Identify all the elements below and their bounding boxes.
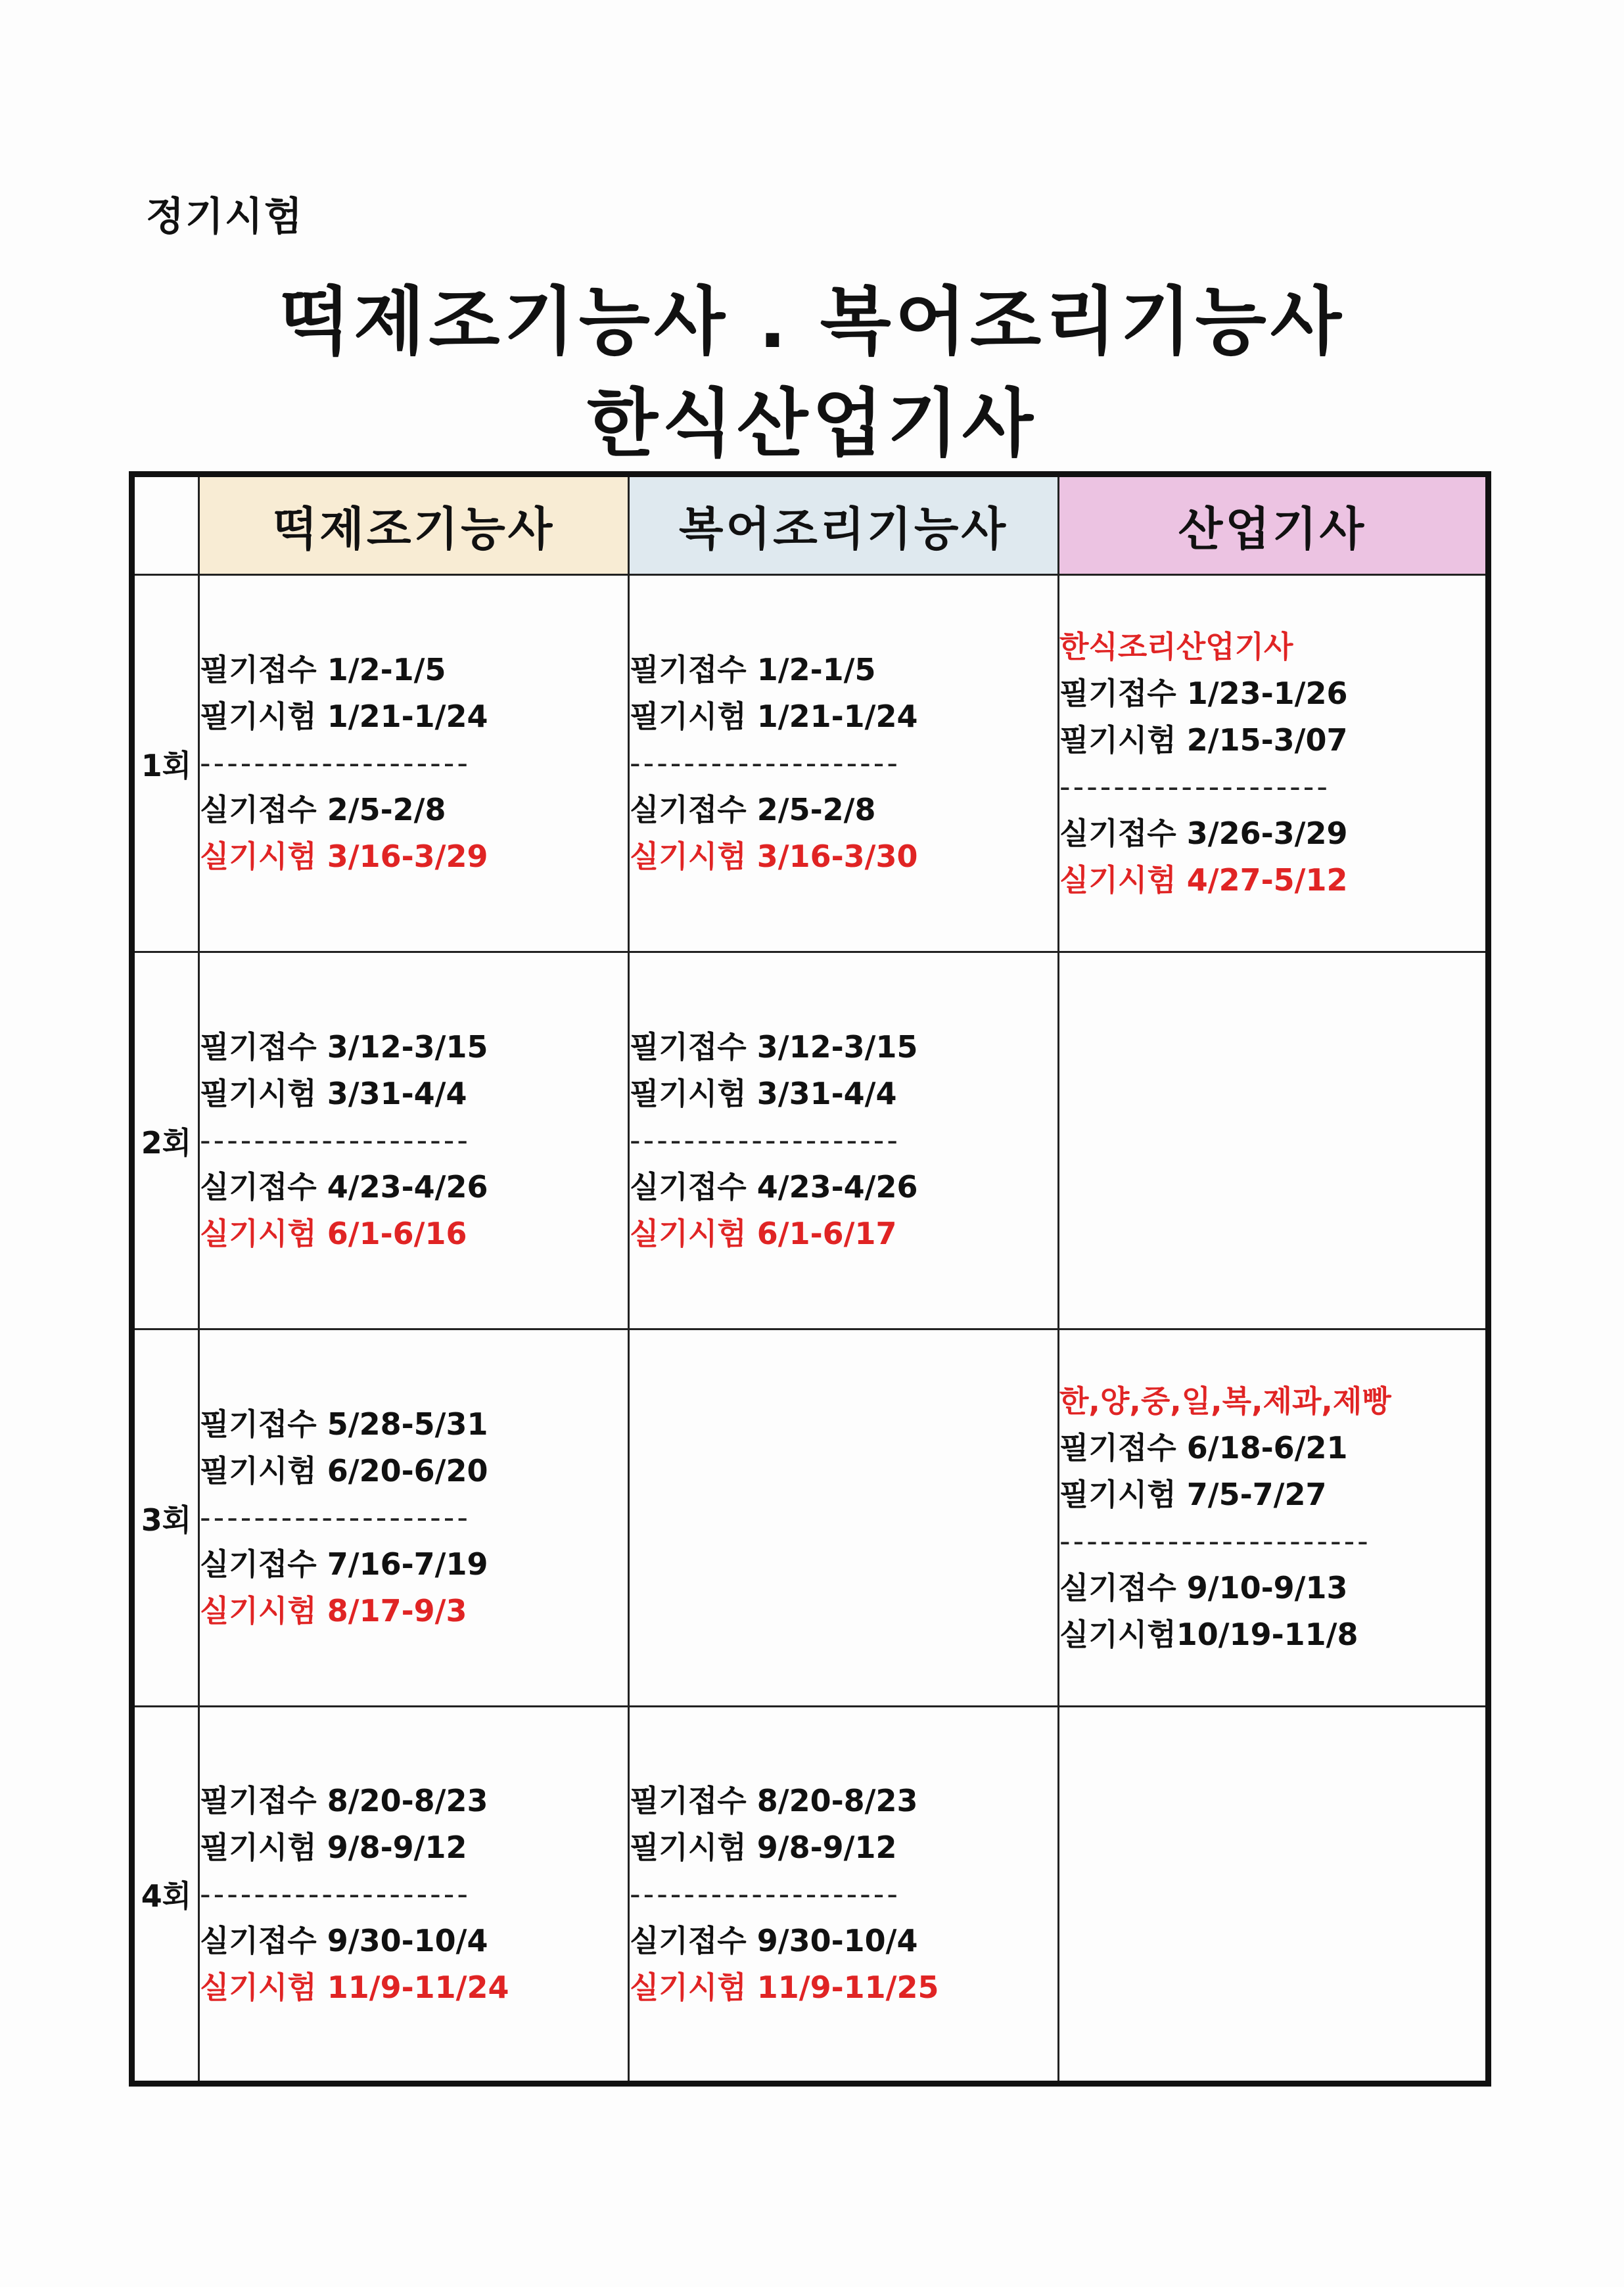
cell-r1-bokeo <box>629 575 1059 952</box>
cell-r1-tteok <box>199 575 629 952</box>
header-bokeo: 복어조리기능사 <box>629 474 1059 575</box>
separator: -------------------- <box>200 745 471 781</box>
separator: -------------------- <box>200 1122 471 1158</box>
written-exam: 필기시험 3/31-4/4 <box>200 1076 467 1111</box>
written-exam: 필기시험 3/31-4/4 <box>630 1076 897 1111</box>
written-exam: 필기시험 1/21-1/24 <box>630 699 918 734</box>
cell-r4-tteok <box>199 1707 629 2084</box>
table-row <box>132 1329 1489 1707</box>
written-apply: 필기접수 3/12-3/15 <box>200 1029 488 1065</box>
written-apply: 필기접수 8/20-8/23 <box>200 1782 488 1818</box>
practical-exam: 실기시험 4/27-5/12 <box>1059 862 1348 898</box>
practical-apply: 실기접수 2/5-2/8 <box>630 792 876 827</box>
practical-exam: 실기시험 3/16-3/30 <box>630 839 918 874</box>
practical-apply: 실기접수 3/26-3/29 <box>1059 815 1348 851</box>
practical-apply: 실기접수 4/23-4/26 <box>630 1169 918 1205</box>
round-label: 2회 <box>132 952 199 1329</box>
practical-apply: 실기접수 2/5-2/8 <box>200 792 446 827</box>
page-title-line2: 한식산업기사 <box>586 381 1038 467</box>
practical-apply: 실기접수 9/30-10/4 <box>200 1922 488 1958</box>
separator: -------------------- <box>630 745 900 781</box>
practical-exam: 실기시험 3/16-3/29 <box>200 839 488 874</box>
written-exam: 필기시험 6/20-6/20 <box>200 1453 488 1489</box>
practical-exam: 실기시험 8/17-9/3 <box>200 1593 467 1629</box>
practical-exam: 실기시험 11/9-11/25 <box>630 1969 939 2005</box>
written-exam: 필기시험 1/21-1/24 <box>200 699 488 734</box>
practical-exam: 실기시험 6/1-6/17 <box>630 1216 897 1251</box>
written-apply: 필기접수 6/18-6/21 <box>1059 1429 1348 1466</box>
top-label: 정기시험 <box>146 194 304 240</box>
header-row <box>132 474 1489 575</box>
written-apply: 필기접수 1/23-1/26 <box>1059 675 1348 711</box>
written-exam: 필기시험 9/8-9/12 <box>200 1829 467 1865</box>
header-corner <box>132 474 199 575</box>
practical-apply: 실기접수 9/10-9/13 <box>1059 1569 1348 1606</box>
written-apply: 필기접수 5/28-5/31 <box>200 1406 488 1442</box>
written-apply: 필기접수 3/12-3/15 <box>630 1029 918 1065</box>
separator: ----------------------- <box>1059 1523 1371 1559</box>
round-label: 1회 <box>132 575 199 952</box>
written-exam: 필기시험 9/8-9/12 <box>630 1829 897 1865</box>
header-saneop: 산업기사 <box>1059 474 1489 575</box>
separator: -------------------- <box>200 1876 471 1912</box>
page-title-line1: 떡제조기능사 . 복어조리기능사 <box>278 279 1346 365</box>
written-exam: 필기시험 7/5-7/27 <box>1059 1476 1327 1512</box>
table-row <box>132 1707 1489 2084</box>
written-apply: 필기접수 1/2-1/5 <box>630 652 876 687</box>
written-exam: 필기시험 2/15-3/07 <box>1059 722 1348 758</box>
practical-exam: 실기시험10/19-11/8 <box>1059 1616 1358 1652</box>
separator: -------------------- <box>630 1122 900 1158</box>
practical-exam: 실기시험 11/9-11/24 <box>200 1969 509 2005</box>
table-row <box>132 952 1489 1329</box>
cell-r2-saneop <box>1059 952 1489 1329</box>
cell-r3-tteok <box>199 1329 629 1707</box>
separator: -------------------- <box>1059 768 1330 804</box>
cell-r2-tteok <box>199 952 629 1329</box>
round-label: 3회 <box>132 1329 199 1707</box>
separator: -------------------- <box>200 1500 471 1535</box>
table-row <box>132 575 1489 952</box>
practical-apply: 실기접수 4/23-4/26 <box>200 1169 488 1205</box>
practical-apply: 실기접수 9/30-10/4 <box>630 1922 918 1958</box>
cell-r4-saneop <box>1059 1707 1489 2084</box>
cell-title: 한식조리산업기사 <box>1059 628 1293 664</box>
separator: -------------------- <box>630 1876 900 1912</box>
cell-r3-bokeo <box>629 1329 1059 1707</box>
practical-exam: 실기시험 6/1-6/16 <box>200 1216 467 1251</box>
cell-r2-bokeo <box>629 952 1059 1329</box>
written-apply: 필기접수 8/20-8/23 <box>630 1782 918 1818</box>
round-label: 4회 <box>132 1707 199 2084</box>
cell-title: 한,양,중,일,복,제과,제빵 <box>1059 1383 1391 1419</box>
header-tteok: 떡제조기능사 <box>199 474 629 575</box>
cell-r1-saneop <box>1059 575 1489 952</box>
exam-schedule-table <box>129 471 1491 2087</box>
cell-r3-saneop <box>1059 1329 1489 1707</box>
cell-r4-bokeo <box>629 1707 1059 2084</box>
practical-apply: 실기접수 7/16-7/19 <box>200 1546 488 1582</box>
written-apply: 필기접수 1/2-1/5 <box>200 652 446 687</box>
